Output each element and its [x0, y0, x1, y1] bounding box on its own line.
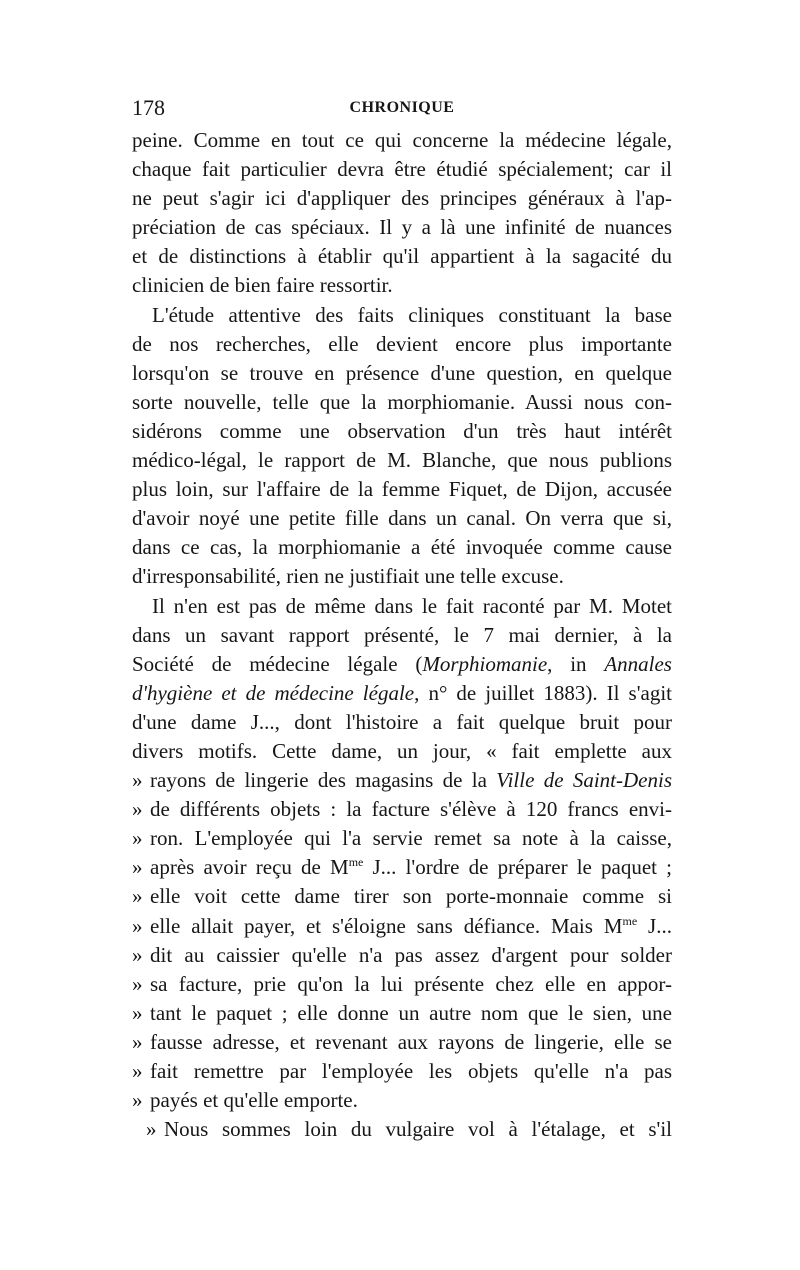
text-line [132, 417, 672, 446]
text-segment: Nous sommes loin du vulgaire vol à l'étalage, et s'il [164, 1117, 672, 1142]
italic-text: d'hygiène et de médecine légale [132, 680, 415, 705]
text-segment: , n° de juillet 1883). Il s'agit [414, 680, 672, 705]
text-segment: sidérons comme une observation d'un très haut intérêt [132, 418, 672, 443]
italic-text: Ville de Saint-Denis [496, 768, 672, 793]
text-line [132, 999, 672, 1028]
text-segment: divers motifs. Cette dame, un jour, « fait emplette aux [132, 738, 672, 763]
text-segment: d'une dame J..., dont l'histoire a fait quelque bruit pour [132, 709, 672, 734]
text-segment: chaque fait particulier devra être étudié spécialement; car il [132, 157, 672, 182]
text-segment: elle voit cette dame tirer son porte-monnaie comme si [150, 884, 672, 909]
italic-text: Morphiomanie [422, 651, 548, 676]
text-segment: lorsqu'on se trouve en présence d'une question, en quelque [132, 360, 672, 385]
text-segment: J... l'ordre de préparer le paquet ; [363, 855, 672, 880]
body-text [132, 126, 672, 1144]
text-line [132, 1115, 672, 1144]
quote-mark: » [132, 1029, 143, 1054]
quote-mark: » [132, 1000, 143, 1025]
text-segment: ron. L'employée qui l'a servie remet sa note à la caisse, [150, 826, 672, 851]
text-segment: fausse adresse, et revenant aux rayons de lingerie, elle se [150, 1029, 672, 1054]
text-segment: après avoir reçu de M [150, 855, 349, 880]
running-head: CHRONIQUE [349, 99, 455, 116]
text-segment: d'avoir noyé une petite fille dans un canal. On verra que si, [132, 506, 672, 531]
quote-mark: » [132, 971, 143, 996]
text-segment: peine. Comme en tout ce qui concerne la médecine légale, [132, 128, 672, 152]
text-line [132, 446, 672, 475]
text-segment: tant le paquet ; elle donne un autre nom que le sien, une [150, 1000, 672, 1025]
text-line [132, 213, 672, 242]
text-line [132, 155, 672, 184]
text-segment: Société de médecine légale ( [132, 651, 423, 676]
text-line [132, 592, 672, 621]
text-line [132, 882, 672, 911]
superscript: me [348, 855, 364, 870]
quote-mark: » [132, 826, 143, 851]
text-line [132, 330, 672, 359]
quote-mark: » [146, 1117, 157, 1142]
text-line [132, 824, 672, 853]
text-line [132, 1028, 672, 1057]
text-segment: rayons de lingerie des magasins de la [150, 768, 497, 793]
text-line [132, 1086, 672, 1115]
text-segment: dit au caissier qu'elle n'a pas assez d'argent pour solder [150, 942, 672, 967]
quote-mark: » [132, 913, 143, 938]
text-segment: payés et qu'elle emporte. [150, 1088, 358, 1113]
text-line [132, 242, 672, 271]
text-segment: sorte nouvelle, telle que la morphiomanie. Aussi nous con- [132, 389, 672, 414]
text-line [132, 766, 672, 795]
page-header [132, 88, 672, 128]
text-segment: plus loin, sur l'affaire de la femme Fiquet, de Dijon, accusée [132, 477, 672, 502]
text-line [132, 795, 672, 824]
quote-mark: » [132, 942, 143, 967]
quote-mark: » [132, 1088, 143, 1113]
text-line [132, 679, 672, 708]
text-line [132, 301, 672, 330]
text-segment: médico-légal, le rapport de M. Blanche, que nous publions [132, 448, 672, 473]
text-line [132, 912, 672, 941]
text-line [132, 737, 672, 766]
text-segment: d'irresponsabilité, rien ne justifiait une telle excuse. [132, 564, 564, 589]
text-segment: sa facture, prie qu'on la lui présente chez elle en appor- [150, 971, 672, 996]
italic-text: Annales [604, 651, 672, 676]
text-segment: de différents objets : la facture s'élève à 120 francs envi- [150, 797, 672, 822]
text-segment: dans un savant rapport présenté, le 7 mai dernier, à la [132, 622, 672, 647]
text-line [132, 475, 672, 504]
text-segment: L'étude attentive des faits cliniques constituant la base [152, 302, 672, 327]
text-line [132, 650, 672, 679]
text-line [132, 853, 672, 882]
text-segment: de nos recherches, elle devient encore plus importante [132, 331, 672, 356]
text-line [132, 562, 672, 591]
text-line [132, 271, 672, 300]
text-line [132, 184, 672, 213]
text-line [132, 388, 672, 417]
text-segment: elle allait payer, et s'éloigne sans défiance. Mais M [150, 913, 623, 938]
text-line [132, 621, 672, 650]
quote-mark: » [132, 855, 143, 880]
text-segment: préciation de cas spéciaux. Il y a là une infinité de nuances [132, 215, 672, 240]
text-line [132, 970, 672, 999]
text-line [132, 126, 672, 155]
text-line [132, 533, 672, 562]
text-segment: dans ce cas, la morphiomanie a été invoquée comme cause [132, 535, 672, 560]
text-line [132, 359, 672, 388]
page-number: 178 [132, 95, 165, 120]
text-segment: J... [637, 913, 672, 938]
text-line [132, 504, 672, 533]
text-line [132, 708, 672, 737]
quote-mark: » [132, 768, 143, 793]
text-segment: fait remettre par l'employée les objets qu'elle n'a pas [150, 1059, 672, 1083]
quote-mark: » [132, 884, 143, 909]
text-segment: , in [547, 651, 605, 676]
text-segment: Il n'en est pas de même dans le fait raconté par M. Motet [152, 593, 672, 618]
text-line [132, 1057, 672, 1086]
superscript: me [622, 913, 638, 928]
text-segment: clinicien de bien faire ressortir. [132, 273, 393, 298]
text-line [132, 941, 672, 970]
quote-mark: » [132, 1059, 143, 1083]
text-segment: et de distinctions à établir qu'il appartient à la sagacité du [132, 244, 672, 269]
quote-mark: » [132, 797, 143, 822]
text-segment: ne peut s'agir ici d'appliquer des principes généraux à l'ap- [132, 186, 672, 211]
